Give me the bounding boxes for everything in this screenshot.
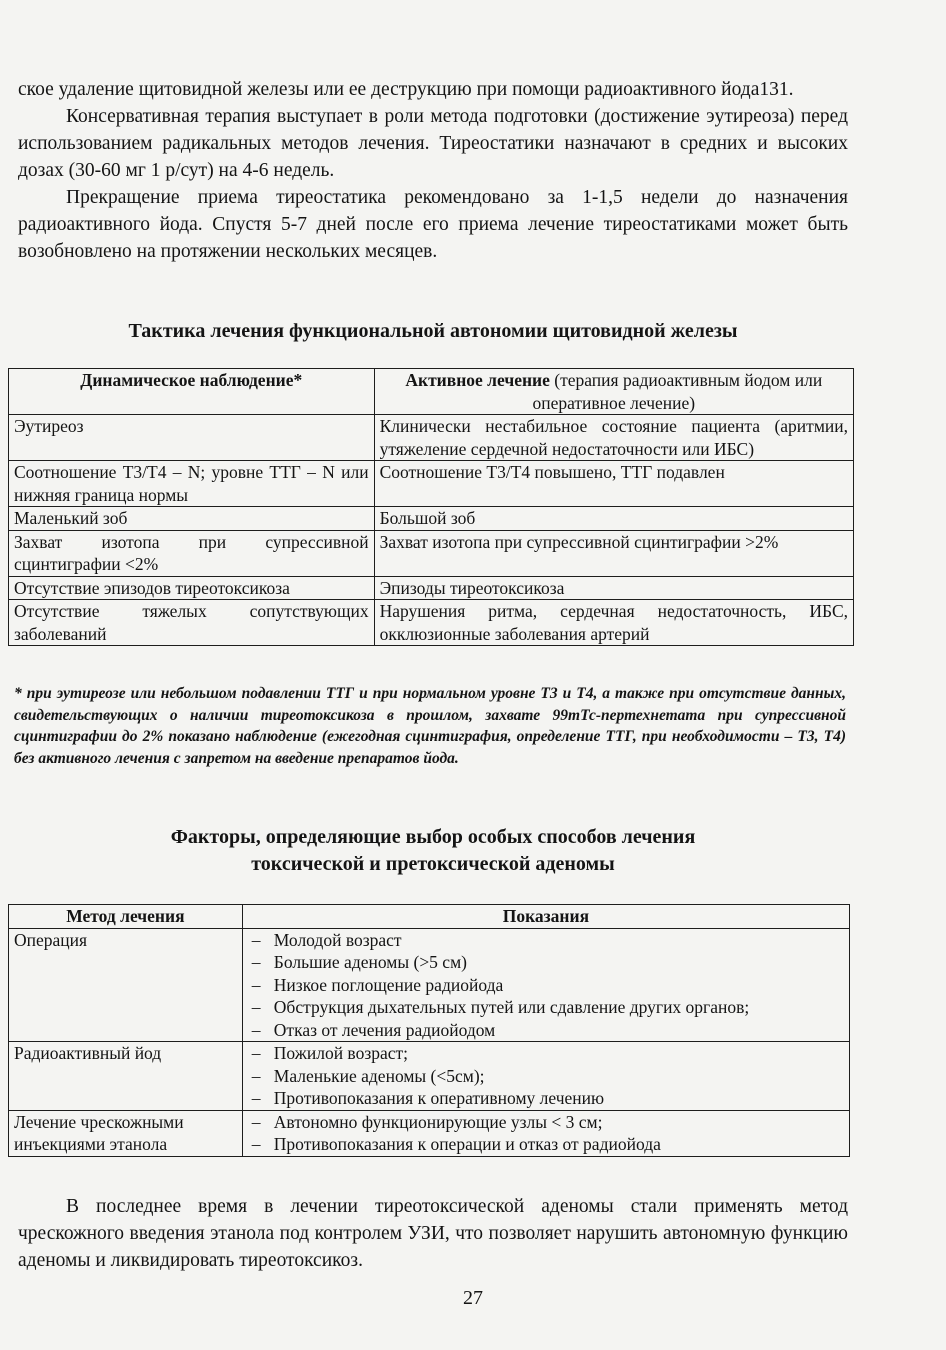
list-item: – Обструкция дыхательных путей или сдавление других органов; — [248, 996, 844, 1019]
row-active-cell: Нарушения ритма, сердечная недостаточность, ИБС, окклюзионные заболевания артерий — [374, 600, 853, 646]
method-cell: Лечение чрескожными инъекциями этанола — [9, 1110, 243, 1156]
row-observation-cell: Отсутствие эпизодов тиреотоксикоза — [9, 576, 375, 600]
table-row — [9, 507, 854, 531]
active-treatment-note: (терапия радиоактивным йодом или оперативное лечение) — [532, 370, 823, 413]
table2-title-line-1: Факторы, определяющие выбор особых способов лечения — [170, 826, 696, 848]
list-item: – Маленькие аденомы (<5см); — [248, 1065, 844, 1088]
closing-paragraph: В последнее время в лечении тиреотоксической аденомы стали применять метод чрескожного введения этанола под контролем УЗИ, что позволяет нарушить автономную функцию аденомы и ликвидировать тиреотоксикоз. — [18, 1196, 848, 1271]
intro-paragraph-1: ское удаление щитовидной железы или ее деструкцию при помощи радиоактивного йода131. — [18, 79, 794, 100]
table1-footnote: * при эутиреозе или небольшом подавлении ТТГ и при нормальном уровне Т3 и Т4, а также при отсутствие данных, свидетельствующих о наличии тиреотоксикоза в прошлом, захвате 99mТс-пертехнетата при супрессивной сцинтиграфии до 2% показано наблюдение (ежегодная сцинтиграфия, определение ТТГ, при необходимости – Т3, Т4) без активного лечения с запретом на введение препаратов йода. — [14, 685, 846, 767]
table-header-observation: Динамическое наблюдение* — [9, 369, 375, 415]
tactics-table — [8, 368, 854, 646]
table-header-active-treatment — [374, 369, 853, 415]
row-observation-cell: Соотношение Т3/Т4 – N; уровне ТТГ – N или нижняя граница нормы — [9, 461, 375, 507]
indications-cell — [242, 1110, 849, 1156]
intro-paragraph-2: Консервативная терапия выступает в роли метода подготовки (достижение эутиреоза) перед использованием радикальных методов лечения. Тиреостатики назначают в средних и высоких дозах (30-60 мг 1 р/сут) на 4-6 недель. — [18, 106, 848, 181]
table-row — [9, 928, 850, 1042]
list-item: – Противопоказания к оперативному лечению — [248, 1087, 844, 1110]
row-active-cell: Большой зоб — [374, 507, 853, 531]
table-row — [9, 1042, 850, 1111]
table-header-row — [9, 905, 850, 929]
intro-paragraph-3: Прекращение приема тиреостатика рекомендовано за 1-1,5 недели до назначения радиоактивного йода. Спустя 5-7 дней после его приема лечение тиреостатиками может быть возобновлено на протяжении нескольких месяцев. — [18, 187, 848, 262]
row-observation-cell: Захват изотопа при супрессивной сцинтиграфии <2% — [9, 530, 375, 576]
row-observation-cell: Маленький зоб — [9, 507, 375, 531]
table-row — [9, 461, 854, 507]
page-number: 27 — [463, 1287, 483, 1309]
row-observation-cell: Отсутствие тяжелых сопутствующих заболеваний — [9, 600, 375, 646]
method-cell: Операция — [9, 928, 243, 1042]
row-active-cell: Эпизоды тиреотоксикоза — [374, 576, 853, 600]
method-cell: Радиоактивный йод — [9, 1042, 243, 1111]
table-row — [9, 415, 854, 461]
table-header-method: Метод лечения — [9, 905, 243, 929]
list-item: – Автономно функционирующие узлы < 3 см; — [248, 1111, 844, 1134]
table2-title — [10, 824, 856, 878]
table1-title: Тактика лечения функциональной автономии щитовидной железы — [128, 320, 738, 342]
active-treatment-label: Активное лечение — [405, 370, 550, 390]
row-active-cell: Клинически нестабильное состояние пациента (аритмии, утяжеление сердечной недостаточности или ИБС) — [374, 415, 853, 461]
closing-text — [18, 1193, 848, 1274]
adenoma-treatment-table — [8, 904, 850, 1157]
table-header-row — [9, 369, 854, 415]
table-row — [9, 576, 854, 600]
table-header-indications: Показания — [242, 905, 849, 929]
list-item: – Большие аденомы (>5 см) — [248, 951, 844, 974]
table-row — [9, 530, 854, 576]
list-item: – Противопоказания к операции и отказ от радиойода — [248, 1133, 844, 1156]
intro-text — [18, 76, 848, 265]
row-observation-cell: Эутиреоз — [9, 415, 375, 461]
list-item: – Отказ от лечения радиойодом — [248, 1019, 844, 1042]
row-active-cell: Захват изотопа при супрессивной сцинтиграфии >2% — [374, 530, 853, 576]
indications-cell — [242, 1042, 849, 1111]
indications-cell — [242, 928, 849, 1042]
table-row — [9, 600, 854, 646]
row-active-cell: Соотношение Т3/Т4 повышено, ТТГ подавлен — [374, 461, 853, 507]
list-item: – Низкое поглощение радиойода — [248, 974, 844, 997]
list-item: – Молодой возраст — [248, 929, 844, 952]
table-row — [9, 1110, 850, 1156]
list-item: – Пожилой возраст; — [248, 1042, 844, 1065]
table2-title-line-2: токсической и претоксической аденомы — [251, 853, 615, 875]
